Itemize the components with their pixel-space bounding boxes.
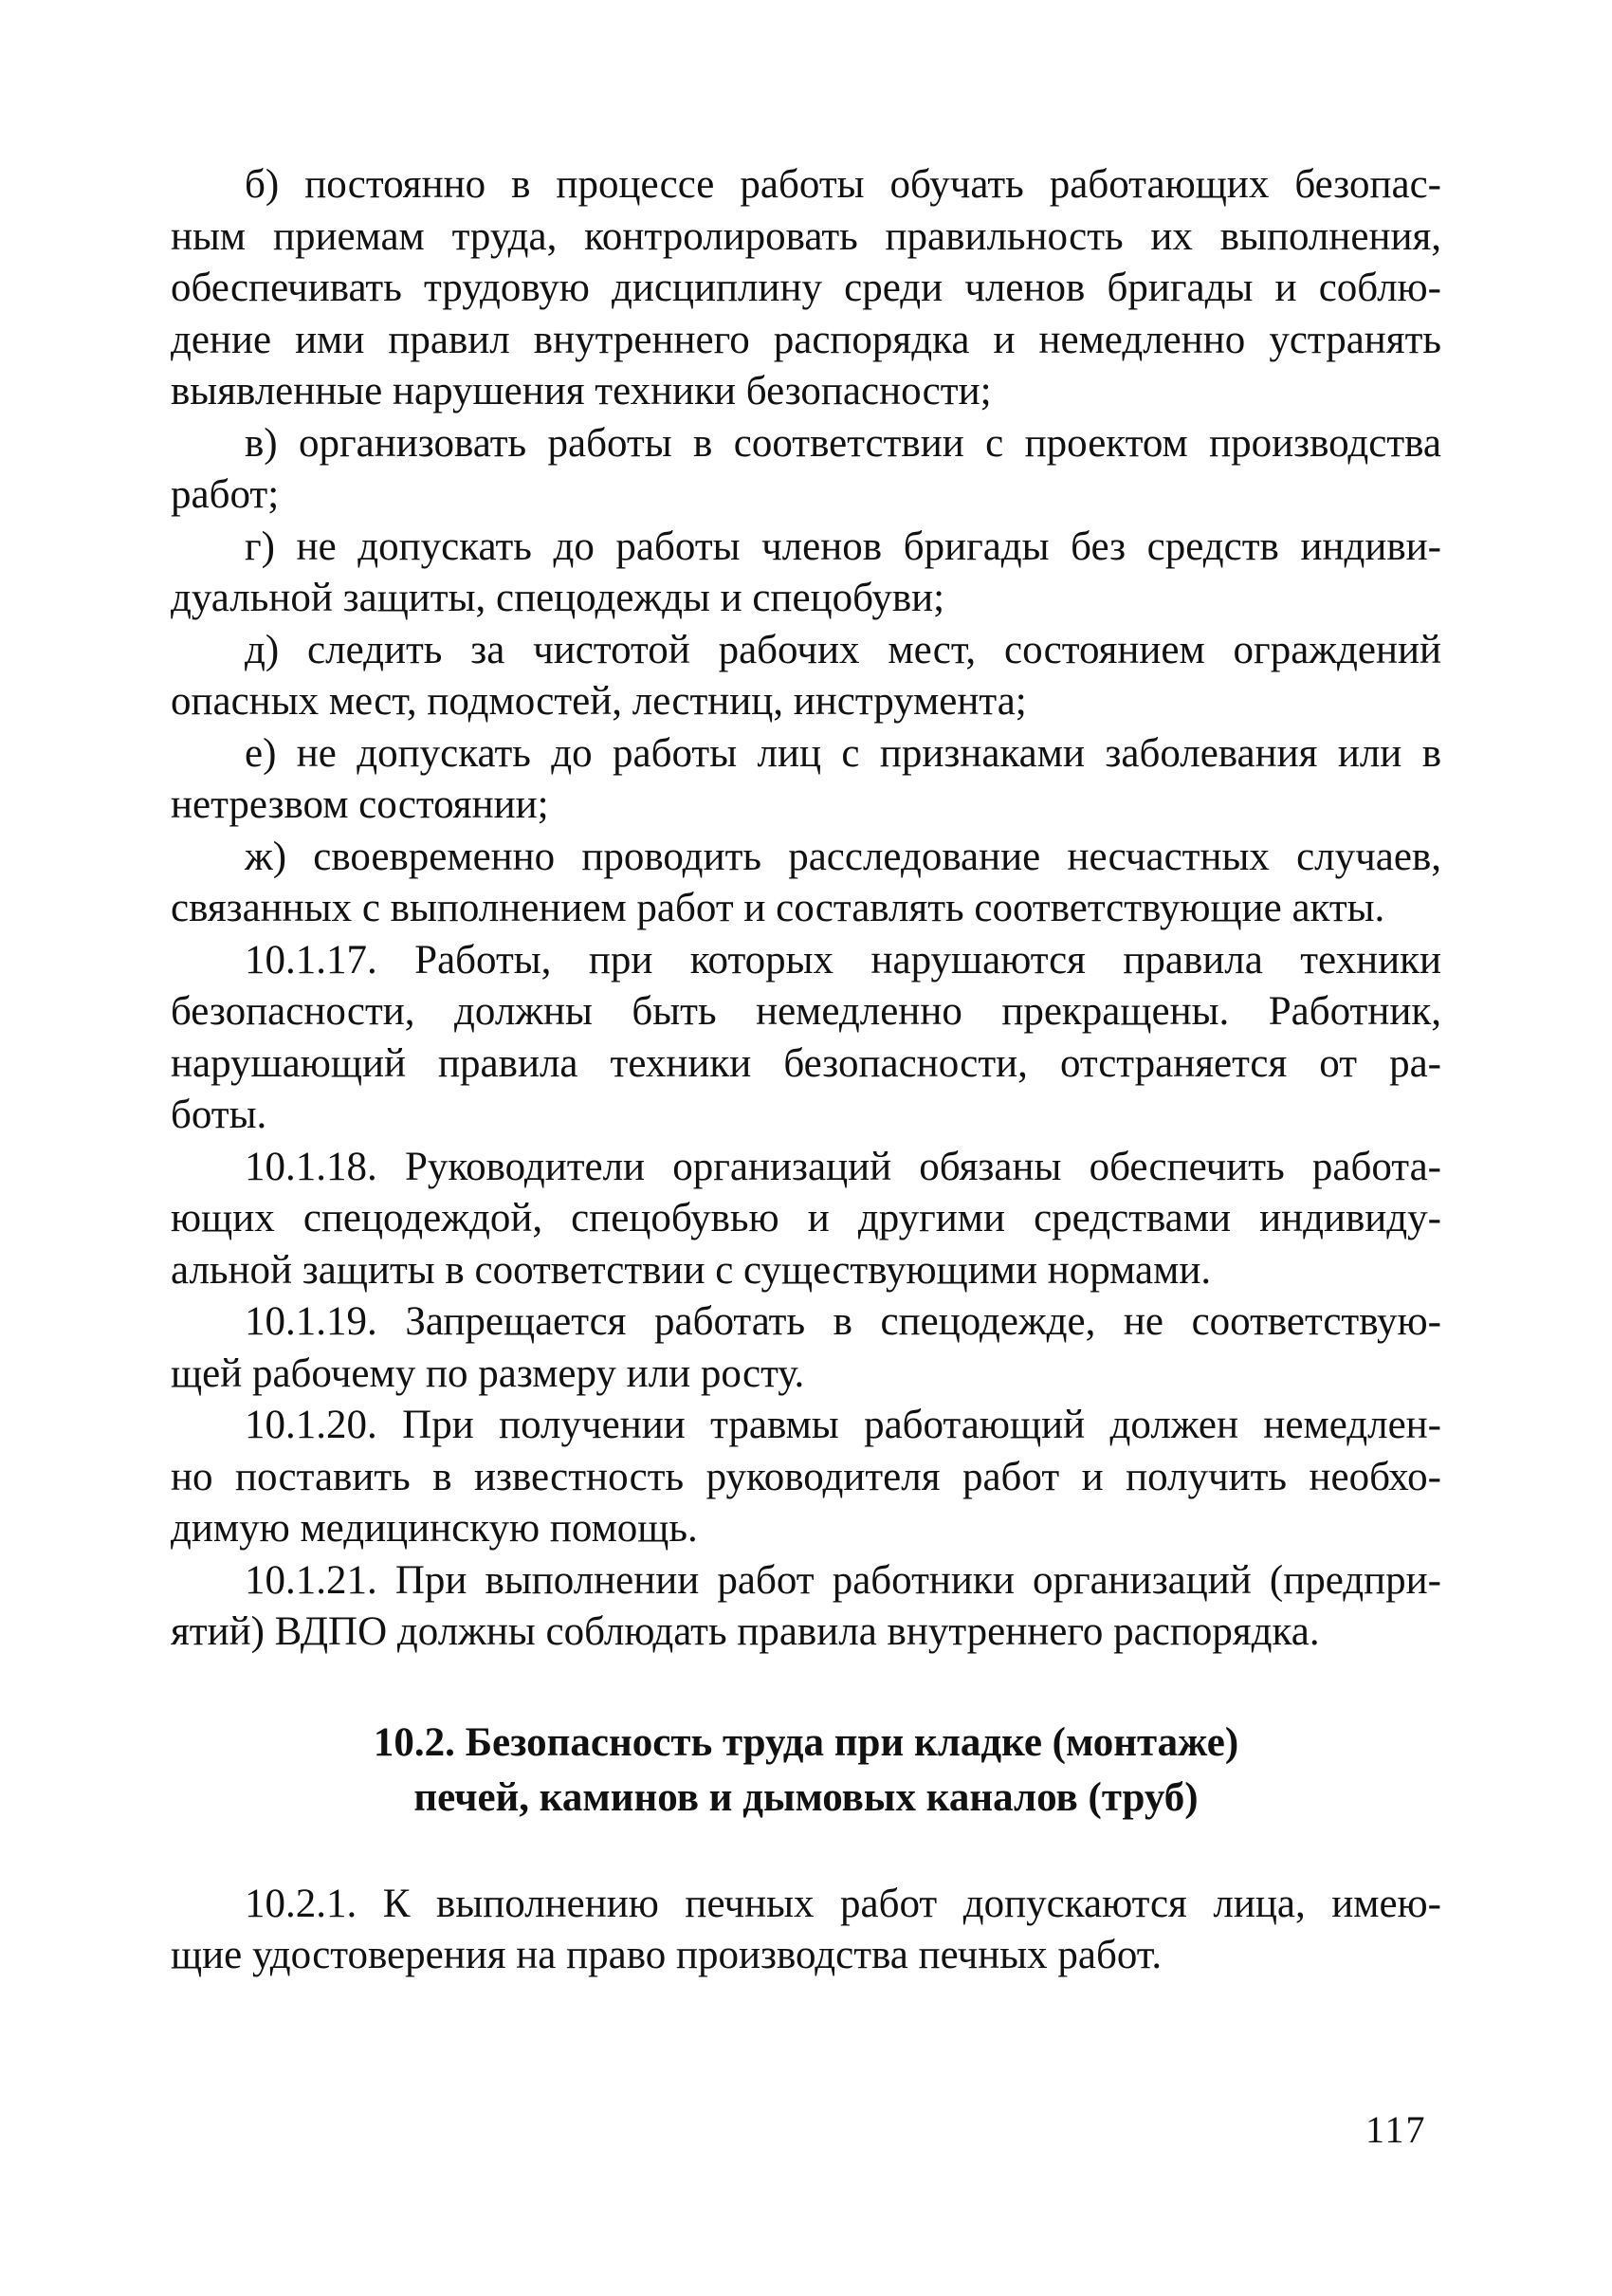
text-line: е) не допускать до работы лиц с признаками заболевания или в xyxy=(245,730,1441,776)
text-line: ющих спецодеждой, спецобувью и другими средствами индивиду- xyxy=(171,1196,1441,1240)
text-line: альной защиты в соответствии с существующими нормами. xyxy=(171,1247,1212,1293)
text-line: щие удостоверения на право производства печных работ. xyxy=(171,1933,1163,1977)
paragraph-item-zh xyxy=(171,832,1441,935)
text-line: димую медицинскую помощь. xyxy=(171,1506,698,1551)
text-line: нарушающий правила техники безопасности, отстраняется от ра- xyxy=(171,1040,1441,1086)
page-number: 117 xyxy=(1365,2108,1427,2151)
paragraph-item-g xyxy=(171,522,1441,625)
text-line: ятий) ВДПО должны соблюдать правила внутреннего распорядка. xyxy=(171,1609,1320,1654)
text-line: д) следить за чистотой рабочих мест, состоянием ограждений xyxy=(245,627,1441,672)
text-line: безопасности, должны быть немедленно прекращены. Работник, xyxy=(171,989,1441,1034)
section-heading-line-1: 10.2. Безопасность труда при кладке (монтаже) xyxy=(373,1719,1239,1765)
text-line: в) организовать работы в соответствии с проектом производства xyxy=(245,420,1441,466)
paragraph-clause-10-2-1 xyxy=(171,1879,1441,1982)
paragraph-item-d xyxy=(171,625,1441,728)
paragraph-clause-10-1-17 xyxy=(171,935,1441,1142)
paragraph-clause-10-1-21 xyxy=(171,1555,1441,1659)
section-heading-10-2 xyxy=(171,1716,1441,1826)
text-line: ным приемам труда, контролировать правильность их выполнения, xyxy=(171,213,1441,259)
text-line: г) не допускать до работы членов бригады без средств индиви- xyxy=(245,523,1441,569)
section-heading-line-2: печей, каминов и дымовых каналов (труб) xyxy=(413,1774,1199,1820)
text-line: 10.1.18. Руководители организаций обязаны обеспечить работа- xyxy=(245,1144,1441,1189)
paragraph-item-v xyxy=(171,418,1441,522)
text-line: 10.1.20. При получении травмы работающий должен немедлен- xyxy=(245,1403,1441,1447)
page-body xyxy=(171,159,1441,1982)
text-line: б) постоянно в процессе работы обучать работающих безопас- xyxy=(245,162,1441,207)
text-line: ж) своевременно проводить расследование несчастных случаев, xyxy=(245,834,1441,879)
paragraph-clause-10-1-20 xyxy=(171,1400,1441,1555)
text-line: 10.1.17. Работы, при которых нарушаются правила техники xyxy=(245,937,1441,983)
text-line: нетрезвом состоянии; xyxy=(171,782,549,827)
text-line: выявленные нарушения техники безопасности; xyxy=(171,369,992,413)
text-line: но поставить в известность руководителя работ и получить необхо- xyxy=(171,1454,1441,1499)
text-line: связанных с выполнением работ и составлять соответствующие акты. xyxy=(171,886,1385,930)
text-line: 10.2.1. К выполнению печных работ допускаются лица, имею- xyxy=(245,1881,1441,1926)
text-line: опасных мест, подмостей, лестниц, инструмента; xyxy=(171,679,1027,724)
paragraph-clause-10-1-18 xyxy=(171,1142,1441,1297)
text-line: боты. xyxy=(171,1093,267,1137)
text-line: дуальной защиты, спецодежды и спецобуви; xyxy=(171,576,945,620)
paragraph-clause-10-1-19 xyxy=(171,1296,1441,1400)
text-line: работ; xyxy=(171,472,280,517)
text-line: обеспечивать трудовую дисциплину среди членов бригады и соблю- xyxy=(171,266,1441,310)
paragraph-item-b xyxy=(171,159,1441,418)
text-line: 10.1.21. При выполнении работ работники организаций (предпри- xyxy=(245,1557,1441,1603)
paragraph-item-e xyxy=(171,728,1441,832)
text-line: щей рабочему по размеру или росту. xyxy=(171,1350,805,1396)
text-line: дение ими правил внутреннего распорядка и немедленно устранять xyxy=(171,317,1441,362)
text-line: 10.1.19. Запрещается работать в спецодежде, не соответствую- xyxy=(245,1299,1441,1344)
